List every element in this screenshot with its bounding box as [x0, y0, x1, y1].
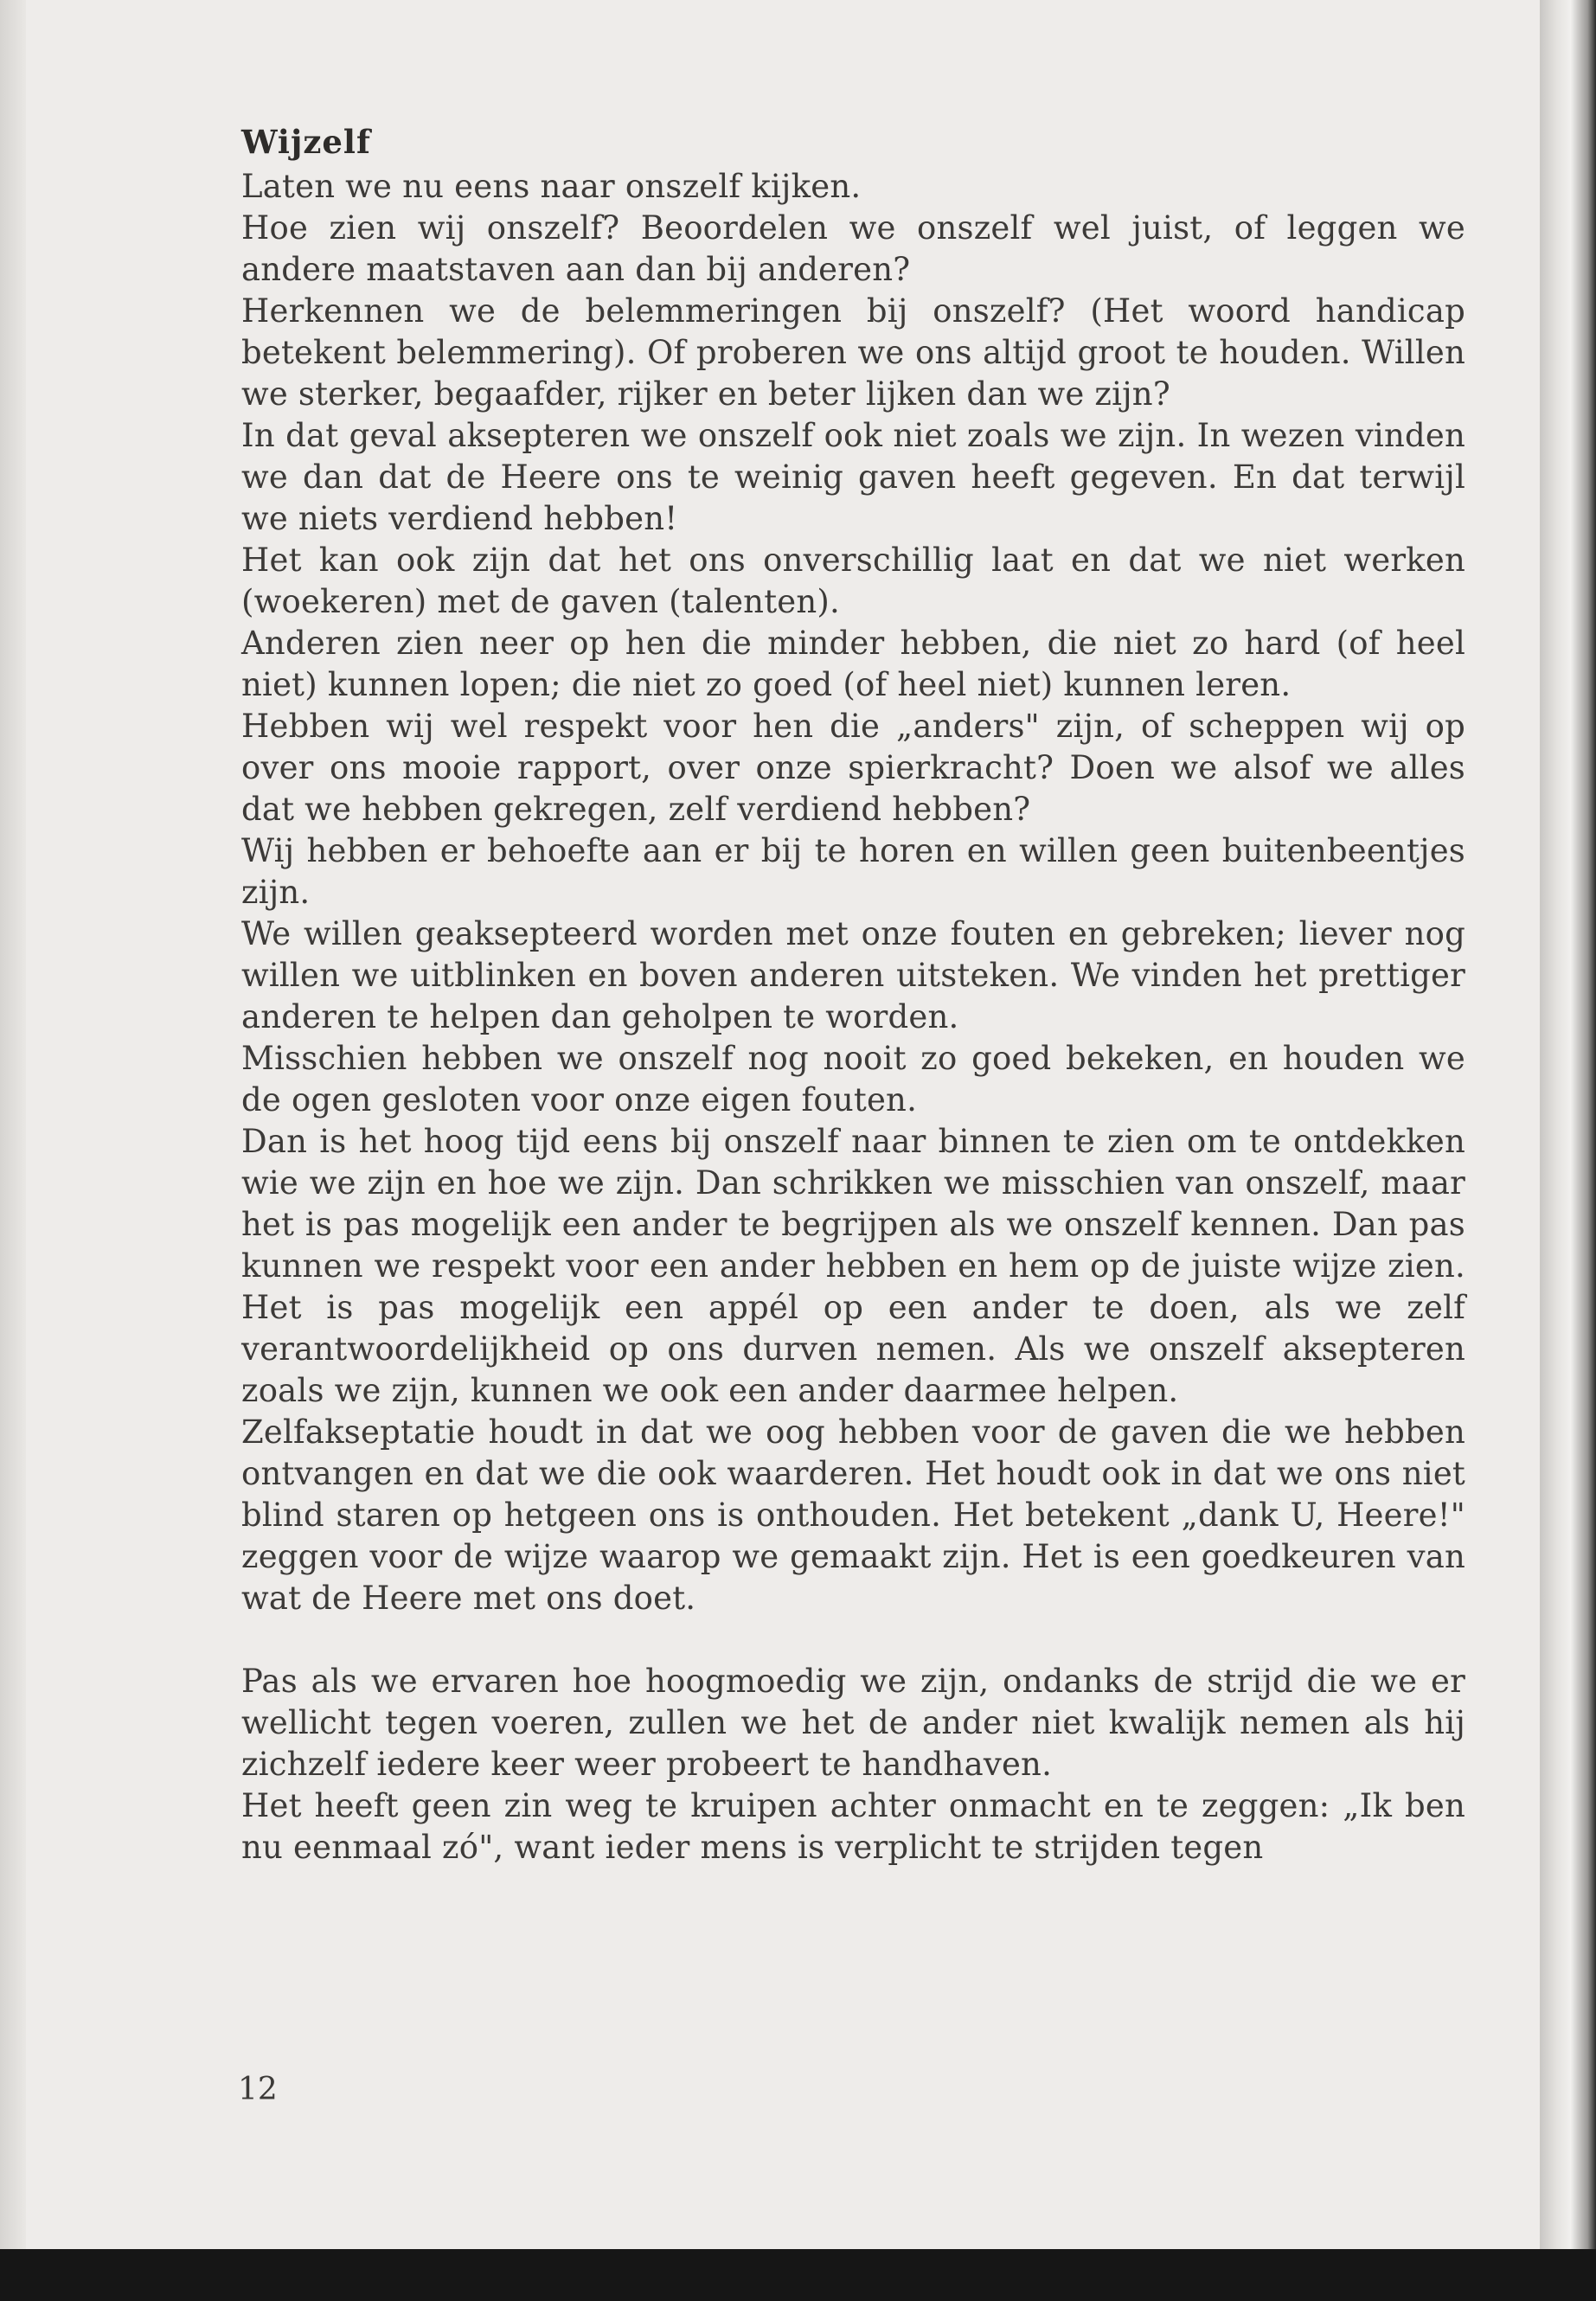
paragraph: Misschien hebben we onszelf nog nooit zo goed bekeken, en houden we de ogen gesloten voor onze eigen fouten. [241, 1040, 1465, 1118]
paragraph: Zelfakseptatie houdt in dat we oog hebben voor de gaven die we hebben ontvangen en dat we die ook waarderen. Het houdt ook in dat we ons niet blind staren op hetgeen ons is onthouden. Het betekent „dank U, Heere!" zeggen voor de wijze waarop we gemaakt zijn. Het is een goedkeuren van wat de Heere met ons doet. [241, 1413, 1465, 1617]
paragraph: Wij hebben er behoefte aan er bij te horen en willen geen buitenbeentjes zijn. [241, 832, 1465, 911]
scan-bottom-border [0, 2249, 1596, 2301]
paragraph-gap [241, 1619, 1465, 1661]
body-text-second [241, 1661, 1465, 1868]
paragraph: Dan is het hoog tijd eens bij onszelf naar binnen te zien om te ontdekken wie we zijn en hoe we zijn. Dan schrikken we misschien van onszelf, maar het is pas mogelijk een ander te begrijpen als we onszelf kennen. Dan pas kunnen we respekt voor een ander hebben en hem op de juiste wijze zien. Het is pas mogelijk een appél op een ander te doen, als we zelf verantwoordelijkheid op ons durven nemen. Als we onszelf aksepteren zoals we zijn, kunnen we ook een ander daarmee helpen. [241, 1123, 1465, 1409]
page-content [241, 121, 1465, 1868]
body-text-first [241, 166, 1465, 1619]
paragraph: Laten we nu eens naar onszelf kijken. [241, 168, 862, 205]
page-number: 12 [238, 2072, 278, 2107]
paragraph: Hebben wij wel respekt voor hen die „anders" zijn, of scheppen wij op over ons mooie rapport, over onze spierkracht? Doen we alsof we alles dat we hebben gekregen, zelf verdiend hebben? [241, 708, 1465, 828]
section-heading: Wijzelf [241, 123, 371, 161]
paragraph: Het kan ook zijn dat het ons onverschillig laat en dat we niet werken (woekeren) met de gaven (talenten). [241, 542, 1465, 620]
paragraph: We willen geaksepteerd worden met onze fouten en gebreken; liever nog willen we uitblinken en boven anderen uitsteken. We vinden het prettiger anderen te helpen dan geholpen te worden. [241, 915, 1465, 1035]
paragraph: Pas als we ervaren hoe hoogmoedig we zijn, ondanks de strijd die we er wellicht tegen voeren, zullen we het de ander niet kwalijk nemen als hij zichzelf iedere keer weer probeert te handhaven. [241, 1663, 1465, 1783]
book-spine-edge [1540, 0, 1596, 2249]
paragraph: Herkennen we de belemmeringen bij onszelf? (Het woord handicap betekent belemmering). Of proberen we ons altijd groot te houden. Willen we sterker, begaafder, rijker en beter lijken dan we zijn? [241, 292, 1465, 413]
left-page-edge [0, 0, 26, 2301]
paragraph: Hoe zien wij onszelf? Beoordelen we onszelf wel juist, of leggen we andere maatstaven aan dan bij anderen? [241, 209, 1465, 288]
paragraph: Het heeft geen zin weg te kruipen achter onmacht en te zeggen: „Ik ben nu eenmaal zó", want ieder mens is verplicht te strijden tegen [241, 1787, 1465, 1866]
paragraph: In dat geval aksepteren we onszelf ook niet zoals we zijn. In wezen vinden we dan dat de Heere ons te weinig gaven heeft gegeven. En dat terwijl we niets verdiend hebben! [241, 417, 1465, 537]
paragraph: Anderen zien neer op hen die minder hebben, die niet zo hard (of heel niet) kunnen lopen; die niet zo goed (of heel niet) kunnen leren. [241, 625, 1465, 703]
